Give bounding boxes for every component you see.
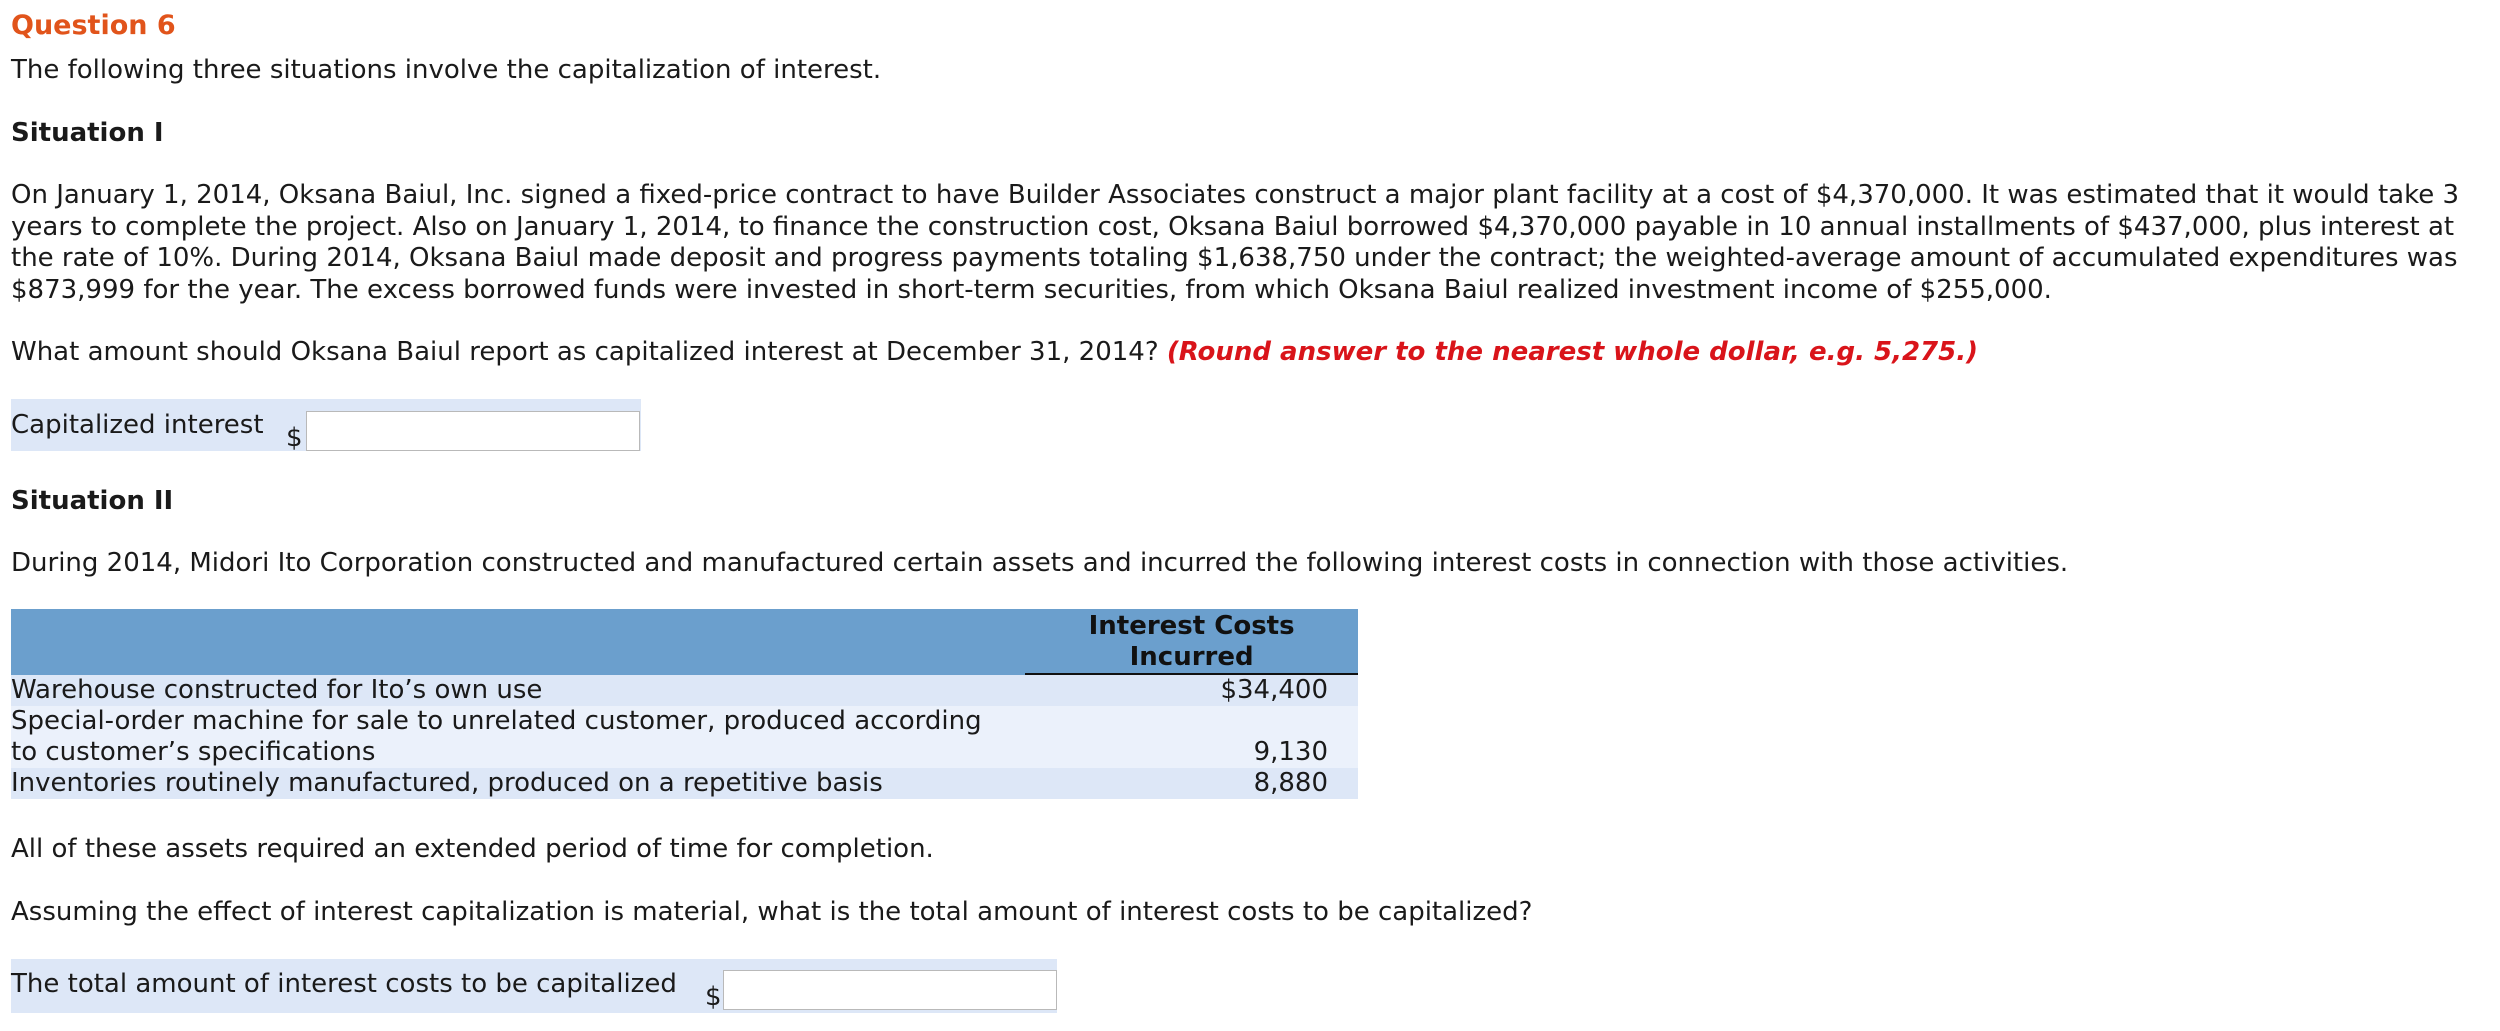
situation-1-question (11, 337, 2466, 369)
rounding-hint: (Round answer to the nearest whole dollar, e.g. 5,275.) (1166, 337, 1978, 367)
total-interest-label: The total amount of interest costs to be capitalized (11, 969, 677, 999)
row-amount: 9,130 (1003, 706, 1358, 768)
row-label: Warehouse constructed for Ito’s own use (11, 675, 1003, 706)
row-label-line-2: to customer’s specifications (11, 737, 376, 767)
question-intro: The following three situations involve the capitalization of interest. (11, 55, 882, 85)
row-amount: $34,400 (1003, 675, 1358, 706)
interest-costs-header-text (1025, 611, 1358, 675)
situation-1-question-text: What amount should Oksana Baiul report as capitalized interest at December 31, 2014? (11, 337, 1159, 367)
interest-costs-header (1003, 609, 1358, 675)
row-amount: 8,880 (1003, 768, 1358, 799)
table-row (11, 675, 1358, 706)
total-interest-row (11, 959, 1057, 1013)
question-title: Question 6 (11, 10, 176, 41)
interest-costs-table (11, 609, 1358, 799)
total-interest-input[interactable] (723, 970, 1057, 1010)
table-row (11, 706, 1358, 768)
row-label (11, 706, 1003, 768)
table-row (11, 768, 1358, 799)
header-line-2: Incurred (1129, 642, 1254, 672)
capitalized-interest-row (11, 399, 641, 451)
situation-1-paragraph: On January 1, 2014, Oksana Baiul, Inc. signed a fixed-price contract to have Builder Associates construct a major plant facility at a cost of $4,370,000. It was estimated that it would take 3 years to complete the project. Also on January 1, 2014, to finance the construction cost, Oksana Baiul borrowed $4,370,000 payable in 10 annual installments of $437,000, plus interest at the rate of 10%. During 2014, Oksana Baiul made deposit and progress payments totaling $1,638,750 under the contract; the weighted-average amount of accumulated expenditures was $873,999 for the year. The excess borrowed funds were invested in short-term securities, from which Oksana Baiul realized investment income of $255,000. (11, 180, 2459, 305)
row-label-line-1: Special-order machine for sale to unrelated customer, produced according (11, 706, 982, 736)
capitalized-interest-label: Capitalized interest (11, 410, 264, 440)
situation-2-intro: During 2014, Midori Ito Corporation constructed and manufactured certain assets and incurred the following interest costs in connection with those activities. (11, 548, 2069, 578)
currency-symbol: $ (705, 982, 722, 1012)
table-header-blank (11, 609, 1003, 675)
currency-symbol: $ (286, 423, 303, 453)
situation-1-heading: Situation I (11, 118, 164, 148)
situation-2-question: Assuming the effect of interest capitalization is material, what is the total amount of interest costs to be capitalized? (11, 897, 1533, 927)
situation-2-note: All of these assets required an extended period of time for completion. (11, 834, 934, 864)
capitalized-interest-input[interactable] (306, 411, 640, 451)
row-label: Inventories routinely manufactured, produced on a repetitive basis (11, 768, 1003, 799)
table-header-row (11, 609, 1358, 675)
situation-2-heading: Situation II (11, 486, 174, 516)
header-line-1: Interest Costs (1088, 611, 1295, 641)
